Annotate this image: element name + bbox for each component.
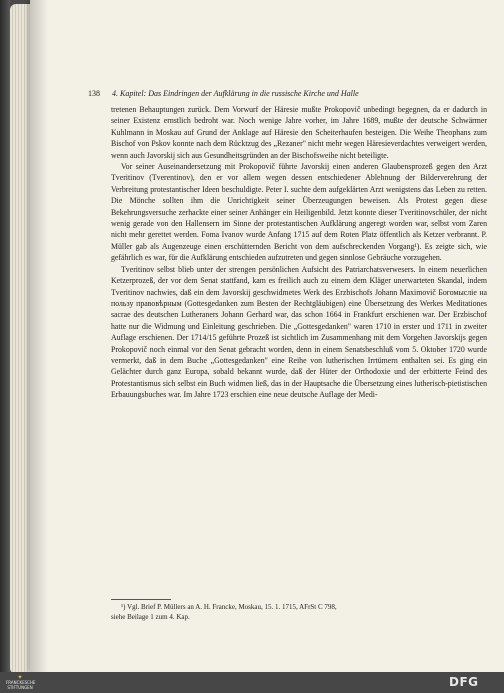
footnote-divider (111, 599, 171, 600)
viewer-bottom-bar (0, 672, 504, 693)
footnote (111, 602, 487, 622)
running-header (88, 88, 466, 100)
paragraph-3: Tveritinov selbst blieb unter der strengen persönlichen Aufsicht des Patriarchatsverwesers. In einem neuerlichen Ketzerprozeß, der vor dem Senat stattfand, kam es freilich auch zu einem dem Kläger unerwarteten Skandal, indem Tveritinov nachwies, daß ein dem Javorskij geschwidmetes Werk des Erzbischofs Johann Maximovič Богомысліе на пользу правовѣрным (Gottesgedanken zum Besten der Rechtgläubigen) eine Übersetzung des Werkes Meditationes sacrae des deutschen Lutheraners Johann Gerhard war, das schon 1664 in Frankfurt erschienen war. Der Erzbischof hatte nur die Widmung und Einleitung geschrieben. Die „Gottesgedanken" waren 1710 in erster und 1711 in zweiter Auflage erschienen. Der 1714/15 geführte Prozeß ist sichtlich im Zusammenhang mit dem Vorgehen Javorskijs gegen Prokopovič noch einmal vor den Senat gebracht worden, denn in einem Senatsbeschluß vom 5. Oktober 1720 wurde vermerkt, daß in dem Buche „Gottesgedanken" eine Reihe von lutherischen Irrtümern enthalten sei. Es ging ein Gelächter durch ganz Europa, sobald bekannt wurde, daß der Hüter der Orthodoxie und der erbitterte Feind des Protestantismus sich selbst ein Buch widmen ließ, das in der Hauptsache die Übersetzung eines lutherisch-pietistischen Erbauungsbuches war. Im Jahre 1723 erschien eine neue deutsche Auflage der Medi- (111, 264, 487, 400)
franckesche-stiftungen-label: FRANCKESCHE STIFTUNGEN (6, 680, 36, 690)
paragraph-2: Vor seiner Auseinandersetzung mit Prokopovič führte Javorskij einen anderen Glaubensprozeß gegen den Arzt Tveritinov (Tverentinov), den er vor allem wegen dessen entschiedener Ablehnung der Bilderverehrung der Verbreitung protestantischer Ideen beschuldigte. Peter I. suchte dem aufgeklärten Arzt wenigstens das Leben zu retten. Die Mönche sollten ihm die Unrichtigkeit seiner Überzeugungen beweisen. Als Protest gegen diese Bekehrungsversuche zerhackte einer seiner Anhänger ein Heiligenbild. Jetzt konnte dieser Tveritinovschüler, der nicht wenig gerade von den Hallensern im Sinne der protestantischen Aufklärung angeregt worden war, selbst vom Zaren nicht mehr gerettet werden. Foma Ivanov wurde Anfang 1715 auf dem Roten Platz öffentlich als Ketzer verbrannt. P. Müller gab als Augenzeuge einen erschütternden Bericht von dem aufschreckenden Vorgang¹). Es zeigte sich, wie gefährlich es war, für die Aufklärung entschieden aufzutreten und gegen sinnlose Gebräuche vorzugehen. (111, 162, 487, 263)
footnote-line-1: ¹) Vgl. Brief P. Müllers an A. H. Francke, Moskau, 15. 1. 1715, AFrSt C 798, (121, 603, 337, 611)
dfg-logo[interactable]: DFG (449, 675, 479, 689)
franckesche-stiftungen-logo[interactable] (6, 675, 34, 691)
page-gutter-shadow (30, 0, 48, 672)
running-title: 4. Kapitel: Das Eindringen der Aufklärung in die russische Kirche und Halle (112, 89, 359, 98)
body-text (111, 104, 487, 401)
scan-background-left (0, 0, 10, 693)
footnote-line-2: siehe Beilage 1 zum 4. Kap. (111, 613, 190, 621)
page-number: 138 (88, 89, 100, 98)
crest-icon: ✦ (17, 674, 23, 681)
paragraph-1: tretenen Behauptungen zurück. Dem Vorwurf der Häresie mußte Prokopovič unbedingt begegnen, da er dadurch in seiner Existenz ernstlich bedroht war. Noch wenige Jahre vorher, im Jahre 1689, mußte der deutsche Schwärmer Kuhlmann in Moskau auf Grund der Anklage auf Häresie den Scheiterhaufen besteigen. Die Weihe Theophans zum Bischof von Pskov konnte nach dem Rücktzug des „Rezaner" nicht mehr wegen Häresieverdachtes verweigert werden, wenn auch Javorskij sich aus Gesundheitsgründen an der Bischofsweihe nicht beteiligte. (111, 105, 487, 160)
